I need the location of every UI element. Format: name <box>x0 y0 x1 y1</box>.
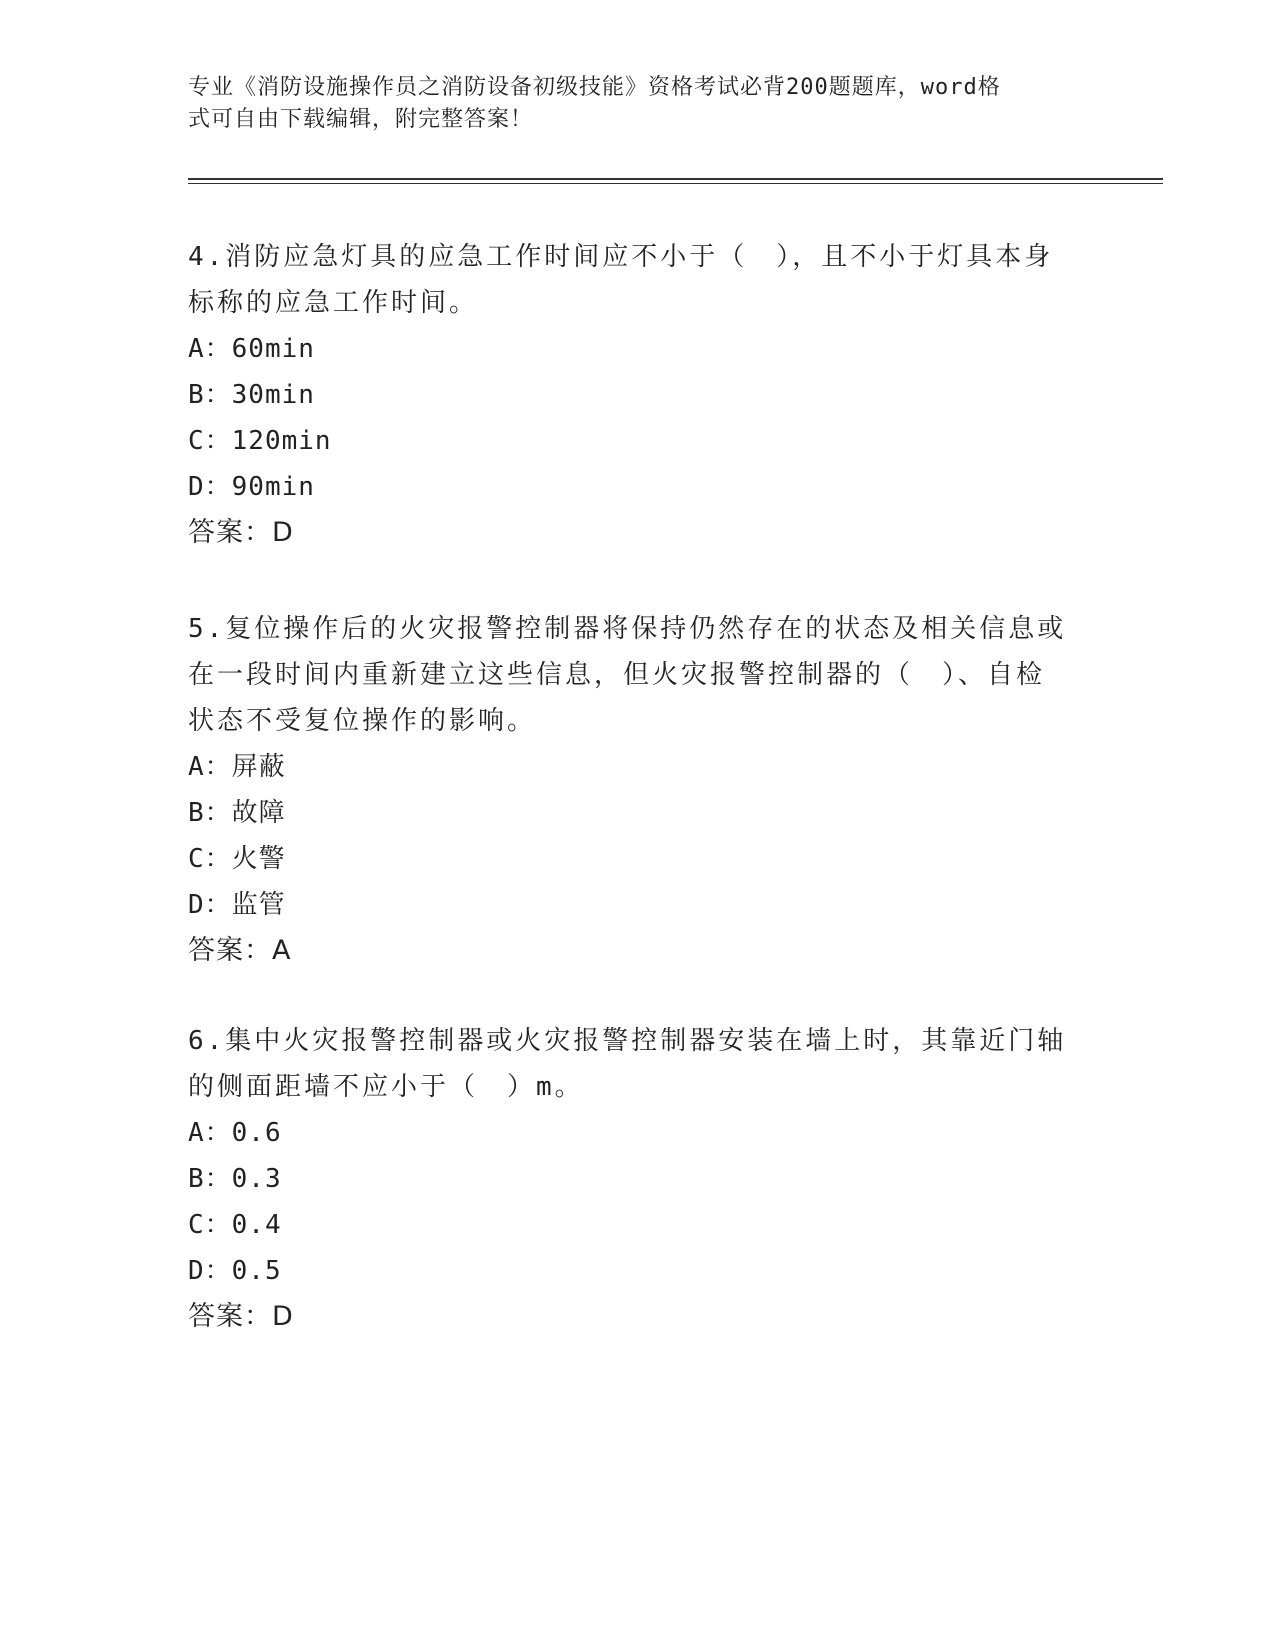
question-stem-line: 4.消防应急灯具的应急工作时间应不小于（ ），且不小于灯具本身 <box>188 242 1054 272</box>
option-d: D：90min <box>188 472 315 502</box>
question-stem-line: 6.集中火灾报警控制器或火灾报警控制器安装在墙上时，其靠近门轴 <box>188 1026 1067 1056</box>
option-a: A：60min <box>188 334 315 364</box>
option-d: D：监管 <box>188 890 286 920</box>
option-b: B：故障 <box>188 798 286 828</box>
question-block <box>188 606 1068 974</box>
option-a: A：0.6 <box>188 1118 282 1148</box>
header-divider-thick <box>188 178 1163 180</box>
answer-line: 答案：D <box>188 1301 294 1332</box>
option-b: B：30min <box>188 380 315 410</box>
option-c: C：120min <box>188 426 332 456</box>
document-intro <box>188 72 1068 136</box>
option-d: D：0.5 <box>188 1256 282 1286</box>
option-c: C：0.4 <box>188 1210 282 1240</box>
question-stem-line: 的侧面距墙不应小于（ ）m。 <box>188 1072 584 1102</box>
question-stem-line: 状态不受复位操作的影响。 <box>188 706 537 736</box>
question-stem-line: 标称的应急工作时间。 <box>188 288 479 318</box>
intro-line: 专业《消防设施操作员之消防设备初级技能》资格考试必背200题题库，word格 <box>188 75 1001 100</box>
header-divider-thin <box>188 183 1163 184</box>
option-b: B：0.3 <box>188 1164 282 1194</box>
answer-line: 答案：A <box>188 935 292 966</box>
question-block <box>188 234 1068 556</box>
answer-line: 答案：D <box>188 517 294 548</box>
question-block <box>188 1018 1068 1340</box>
question-stem-line: 在一段时间内重新建立这些信息，但火灾报警控制器的（ ）、自检 <box>188 660 1046 690</box>
question-stem-line: 5.复位操作后的火灾报警控制器将保持仍然存在的状态及相关信息或 <box>188 614 1067 644</box>
option-a: A：屏蔽 <box>188 752 286 782</box>
intro-line: 式可自由下载编辑，附完整答案！ <box>188 107 534 132</box>
option-c: C：火警 <box>188 844 286 874</box>
